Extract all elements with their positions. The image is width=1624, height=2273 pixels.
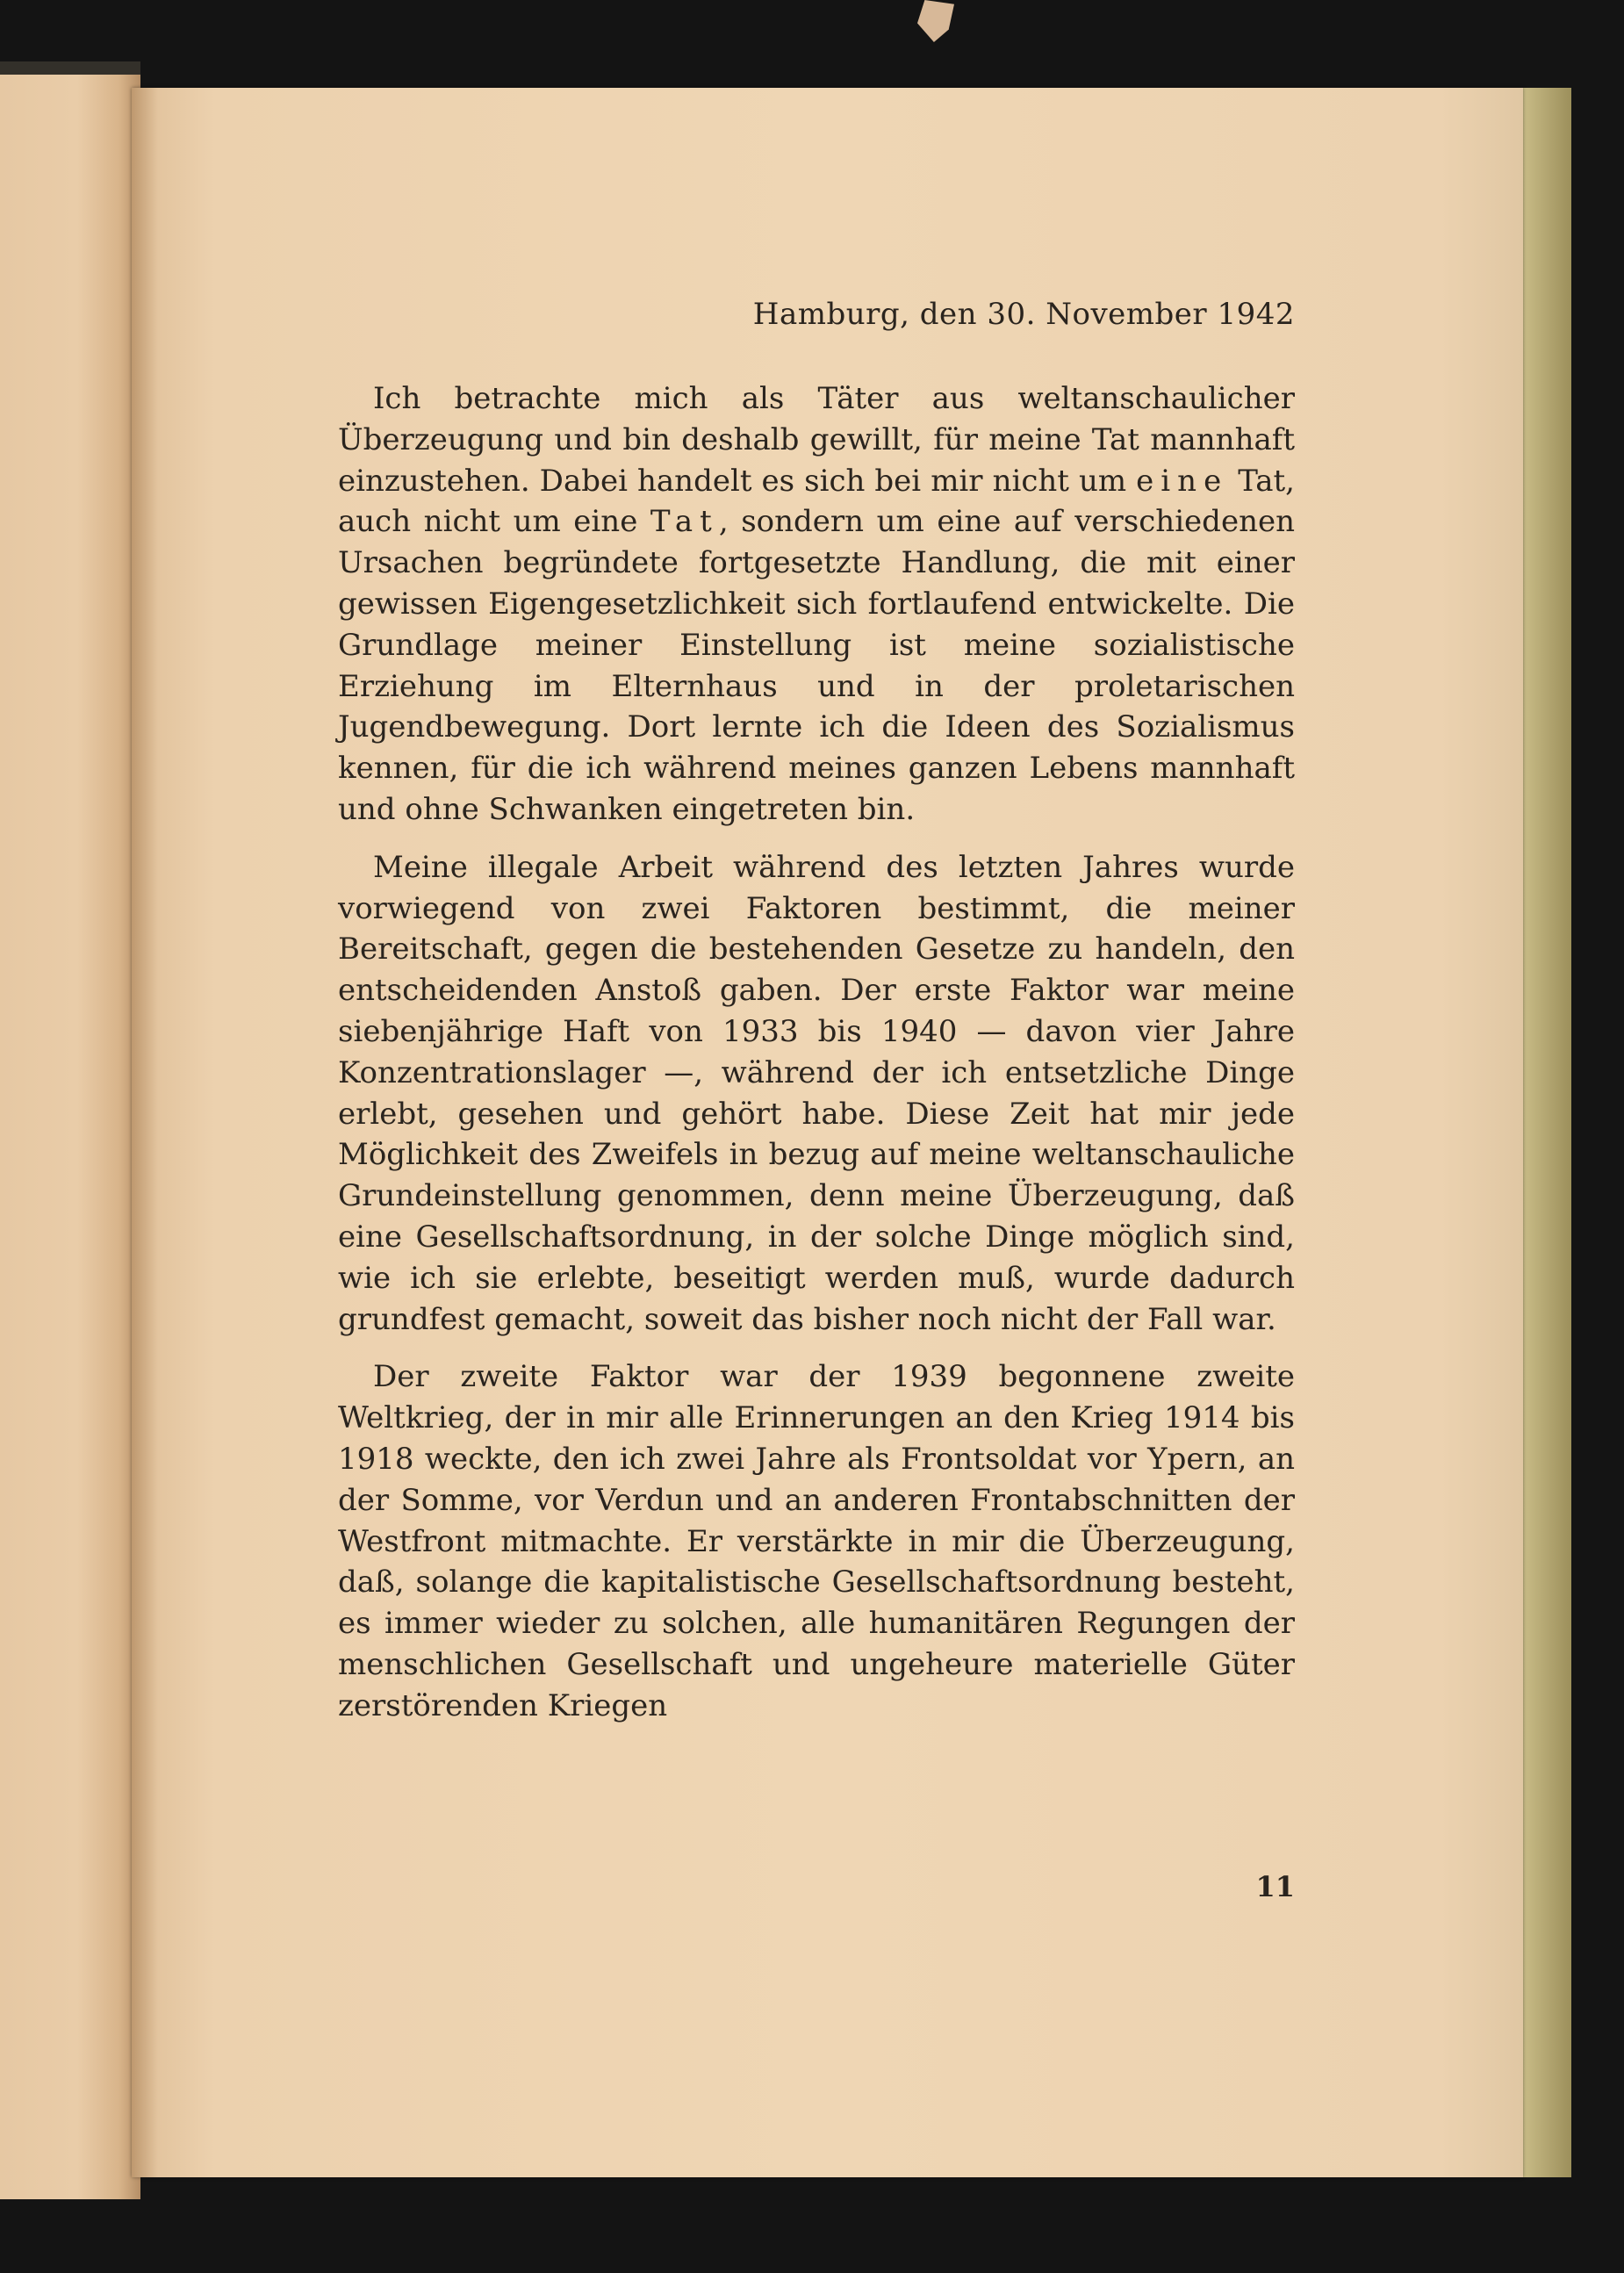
paragraph-2: Meine illegale Arbeit während des letzten Jahres wurde vorwiegend von zwei Faktoren bestimmt, die meiner Bereitschaft, gegen die bestehenden Gesetze zu handeln, den entscheidenden Anstoß gaben. Der erste Faktor war meine siebenjährige Haft von 1933 bis 1940 — davon vier Jahre Konzentrationslager —, während der ich entsetzliche Dinge erlebt, gesehen und gehört habe. Diese Zeit hat mir jede Möglichkeit des Zweifels in bezug auf meine weltanschauliche Grundeinstellung genommen, denn meine Überzeugung, daß eine Gesellschaftsordnung, in der solche Dinge möglich sind, wie ich sie erlebte, beseitigt werden muß, wurde dadurch grundfest gemacht, soweit das bisher noch nicht der Fall war.: [338, 849, 1295, 1337]
paper-scrap: [917, 0, 954, 42]
left-page: [0, 75, 140, 2199]
date-line: Hamburg, den 30. November 1942: [752, 297, 1295, 332]
page-number: 11: [1255, 1870, 1295, 1903]
paragraph-1-part-c: Tat, auch nicht um eine: [338, 463, 1295, 540]
gutter-shadow: [132, 88, 158, 2177]
paragraph-1: [338, 378, 1295, 831]
paragraph-1-part-a: Ich betrachte mich als Täter aus weltanschaulicher Überzeugung und bin deshalb gewillt, für meine Tat mannhaft einzustehen. Dabei handelt es sich bei mir nicht um: [338, 381, 1295, 499]
emphasis-tat: Tat: [650, 504, 719, 540]
emphasis-eine: eine: [1136, 463, 1229, 499]
paragraph-3: Der zweite Faktor war der 1939 begonnene zweite Weltkrieg, der in mir alle Erinnerungen an den Krieg 1914 bis 1918 weckte, den ich zwei Jahre als Frontsoldat vor Ypern, an der Somme, vor Verdun und an anderen Frontabschnitten der Westfront mitmachte. Er verstärkte in mir die Überzeugung, daß, solange die kapitalistische Gesellschaftsordnung besteht, es immer wieder zu solchen, alle humanitären Regungen der menschlichen Gesellschaft und ungeheure materielle Güter zerstörenden Kriegen: [338, 1359, 1295, 1723]
paragraph-1-part-e: , sondern um eine auf verschiedenen Ursachen begründete fortgesetzte Handlung, die mit einer gewissen Eigengesetzlichkeit sich fortlaufend entwickelte. Die Grundlage meiner Einstellung ist meine sozialistische Erziehung im Elternhaus und in der proletarischen Jugendbewegung. Dort lernte ich die Ideen des Sozialismus kennen, für die ich während meines ganzen Lebens mannhaft und ohne Schwanken eingetreten bin.: [338, 504, 1295, 827]
page-text: [338, 290, 1295, 1744]
